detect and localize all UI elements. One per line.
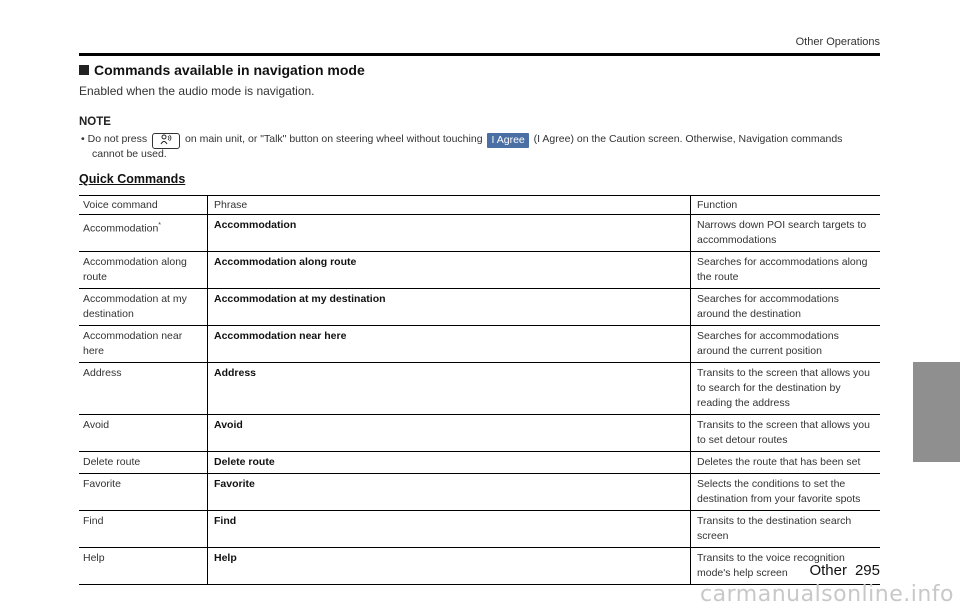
table-header-row bbox=[79, 196, 880, 215]
function-cell: Deletes the route that has been set bbox=[691, 452, 881, 474]
table-row bbox=[79, 215, 880, 252]
quick-commands-table bbox=[79, 195, 880, 585]
function-cell: Selects the conditions to set the destination from your favorite spots bbox=[691, 474, 881, 511]
section-heading bbox=[79, 62, 365, 78]
note-label: NOTE bbox=[79, 116, 111, 128]
function-cell: Searches for accommodations along the route bbox=[691, 252, 881, 289]
intro-text: Enabled when the audio mode is navigation. bbox=[79, 84, 315, 98]
page-number: 295 bbox=[854, 562, 880, 579]
note-text-after: (I Agree) on the Caution screen. Otherwise, Navigation commands bbox=[533, 133, 843, 145]
chapter-side-tab bbox=[913, 362, 960, 462]
voice-command-cell: Address bbox=[79, 363, 208, 415]
voice-command-cell: Delete route bbox=[79, 452, 208, 474]
note-bullet: • bbox=[81, 133, 85, 145]
note-line-2: cannot be used. bbox=[92, 148, 167, 160]
voice-command-text: Accommodation bbox=[83, 222, 159, 235]
function-cell: Transits to the screen that allows you to search for the destination by reading the address bbox=[691, 363, 881, 415]
table-row bbox=[79, 326, 880, 363]
voice-command-cell: Help bbox=[79, 548, 208, 585]
phrase-cell: Accommodation at my destination bbox=[208, 289, 691, 326]
voice-command-cell: Accommodation near here bbox=[79, 326, 208, 363]
footer-section: Other bbox=[809, 562, 847, 579]
quick-commands-title: Quick Commands bbox=[79, 172, 186, 186]
voice-command-cell: Favorite bbox=[79, 474, 208, 511]
voice-command-cell: Avoid bbox=[79, 415, 208, 452]
watermark-logo: carmanualsonline.info bbox=[700, 582, 954, 607]
table-row bbox=[79, 511, 880, 548]
column-header-phrase: Phrase bbox=[208, 196, 691, 215]
phrase-cell: Favorite bbox=[208, 474, 691, 511]
table-row bbox=[79, 474, 880, 511]
phrase-cell: Address bbox=[208, 363, 691, 415]
function-cell: Searches for accommodations around the destination bbox=[691, 289, 881, 326]
note-text-before: Do not press bbox=[87, 133, 148, 145]
column-header-voice-command: Voice command bbox=[79, 196, 208, 215]
i-agree-button-graphic: I Agree bbox=[487, 133, 528, 148]
phrase-cell: Accommodation bbox=[208, 215, 691, 252]
voice-command-cell bbox=[79, 215, 208, 252]
phrase-cell: Accommodation along route bbox=[208, 252, 691, 289]
table-row bbox=[79, 363, 880, 415]
footnote-marker: * bbox=[158, 222, 162, 229]
table-row bbox=[79, 289, 880, 326]
voice-command-cell: Accommodation along route bbox=[79, 252, 208, 289]
column-header-function: Function bbox=[691, 196, 881, 215]
voice-command-cell: Find bbox=[79, 511, 208, 548]
phrase-cell: Help bbox=[208, 548, 691, 585]
function-cell: Narrows down POI search targets to accommodations bbox=[691, 215, 881, 252]
page-footer bbox=[801, 562, 880, 579]
heading-square-marker bbox=[79, 65, 89, 75]
phrase-cell: Find bbox=[208, 511, 691, 548]
note-text-mid: on main unit, or "Talk" button on steering wheel without touching bbox=[184, 133, 483, 145]
table-row bbox=[79, 415, 880, 452]
function-cell: Transits to the destination search screen bbox=[691, 511, 881, 548]
phrase-cell: Avoid bbox=[208, 415, 691, 452]
function-cell: Transits to the voice recognition mode's help screen bbox=[691, 548, 881, 585]
header-rule bbox=[79, 53, 880, 56]
function-cell: Transits to the screen that allows you to set detour routes bbox=[691, 415, 881, 452]
table-row bbox=[79, 548, 880, 585]
table-row bbox=[79, 452, 880, 474]
table-row bbox=[79, 252, 880, 289]
voice-command-cell: Accommodation at my destination bbox=[79, 289, 208, 326]
note-line-1 bbox=[81, 133, 842, 149]
phrase-cell: Delete route bbox=[208, 452, 691, 474]
talk-icon bbox=[152, 133, 180, 149]
phrase-cell: Accommodation near here bbox=[208, 326, 691, 363]
function-cell: Searches for accommodations around the current position bbox=[691, 326, 881, 363]
header-section-title: Other Operations bbox=[795, 36, 880, 48]
heading-title: Commands available in navigation mode bbox=[94, 62, 365, 78]
